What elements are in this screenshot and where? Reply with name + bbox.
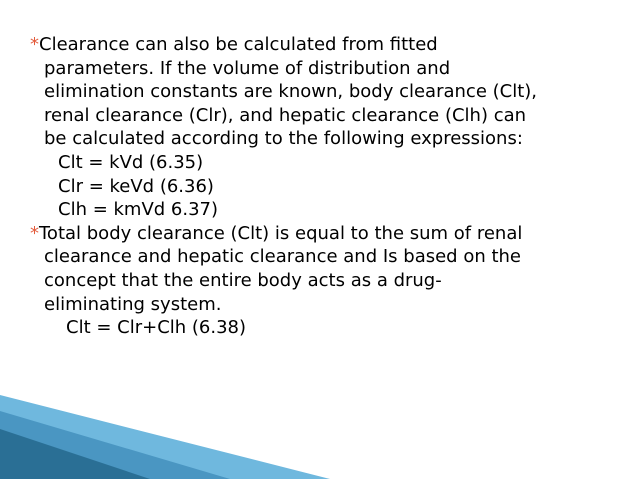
corner-swoosh-decoration xyxy=(0,389,638,479)
slide-body xyxy=(30,33,630,340)
paragraph-1-text-1: Clearance can also be calculated from fitted xyxy=(39,34,438,55)
equation-6-37: Clh = kmVd 6.37) xyxy=(58,199,219,221)
equation-6-35: Clt = kVd (6.35) xyxy=(58,151,204,173)
paragraph-1-line-3: elimination constants are known, body clearance (Clt), xyxy=(44,81,538,103)
paragraph-1-line-5: be calculated according to the following expressions: xyxy=(44,128,523,150)
paragraph-1-line-4: renal clearance (Clr), and hepatic clearance (Clh) can xyxy=(44,104,527,126)
paragraph-2-line-3: concept that the entire body acts as a drug- xyxy=(44,269,442,291)
bullet-marker: * xyxy=(30,34,39,55)
paragraph-2-line-4: eliminating system. xyxy=(44,293,222,315)
bullet-marker: * xyxy=(30,222,39,244)
paragraph-2-text-1: Total body clearance (Clt) is equal to the sum of renal xyxy=(39,222,523,244)
equation-6-38: Clt = Clr+Clh (6.38) xyxy=(66,317,247,339)
equation-6-36: Clr = keVd (6.36) xyxy=(58,175,214,197)
paragraph-2-line-2: clearance and hepatic clearance and Is based on the xyxy=(44,246,521,268)
paragraph-1-line-2: parameters. If the volume of distribution and xyxy=(44,57,451,79)
paragraph-2-line-1 xyxy=(30,222,630,246)
paragraph-1-line-1 xyxy=(30,33,630,57)
